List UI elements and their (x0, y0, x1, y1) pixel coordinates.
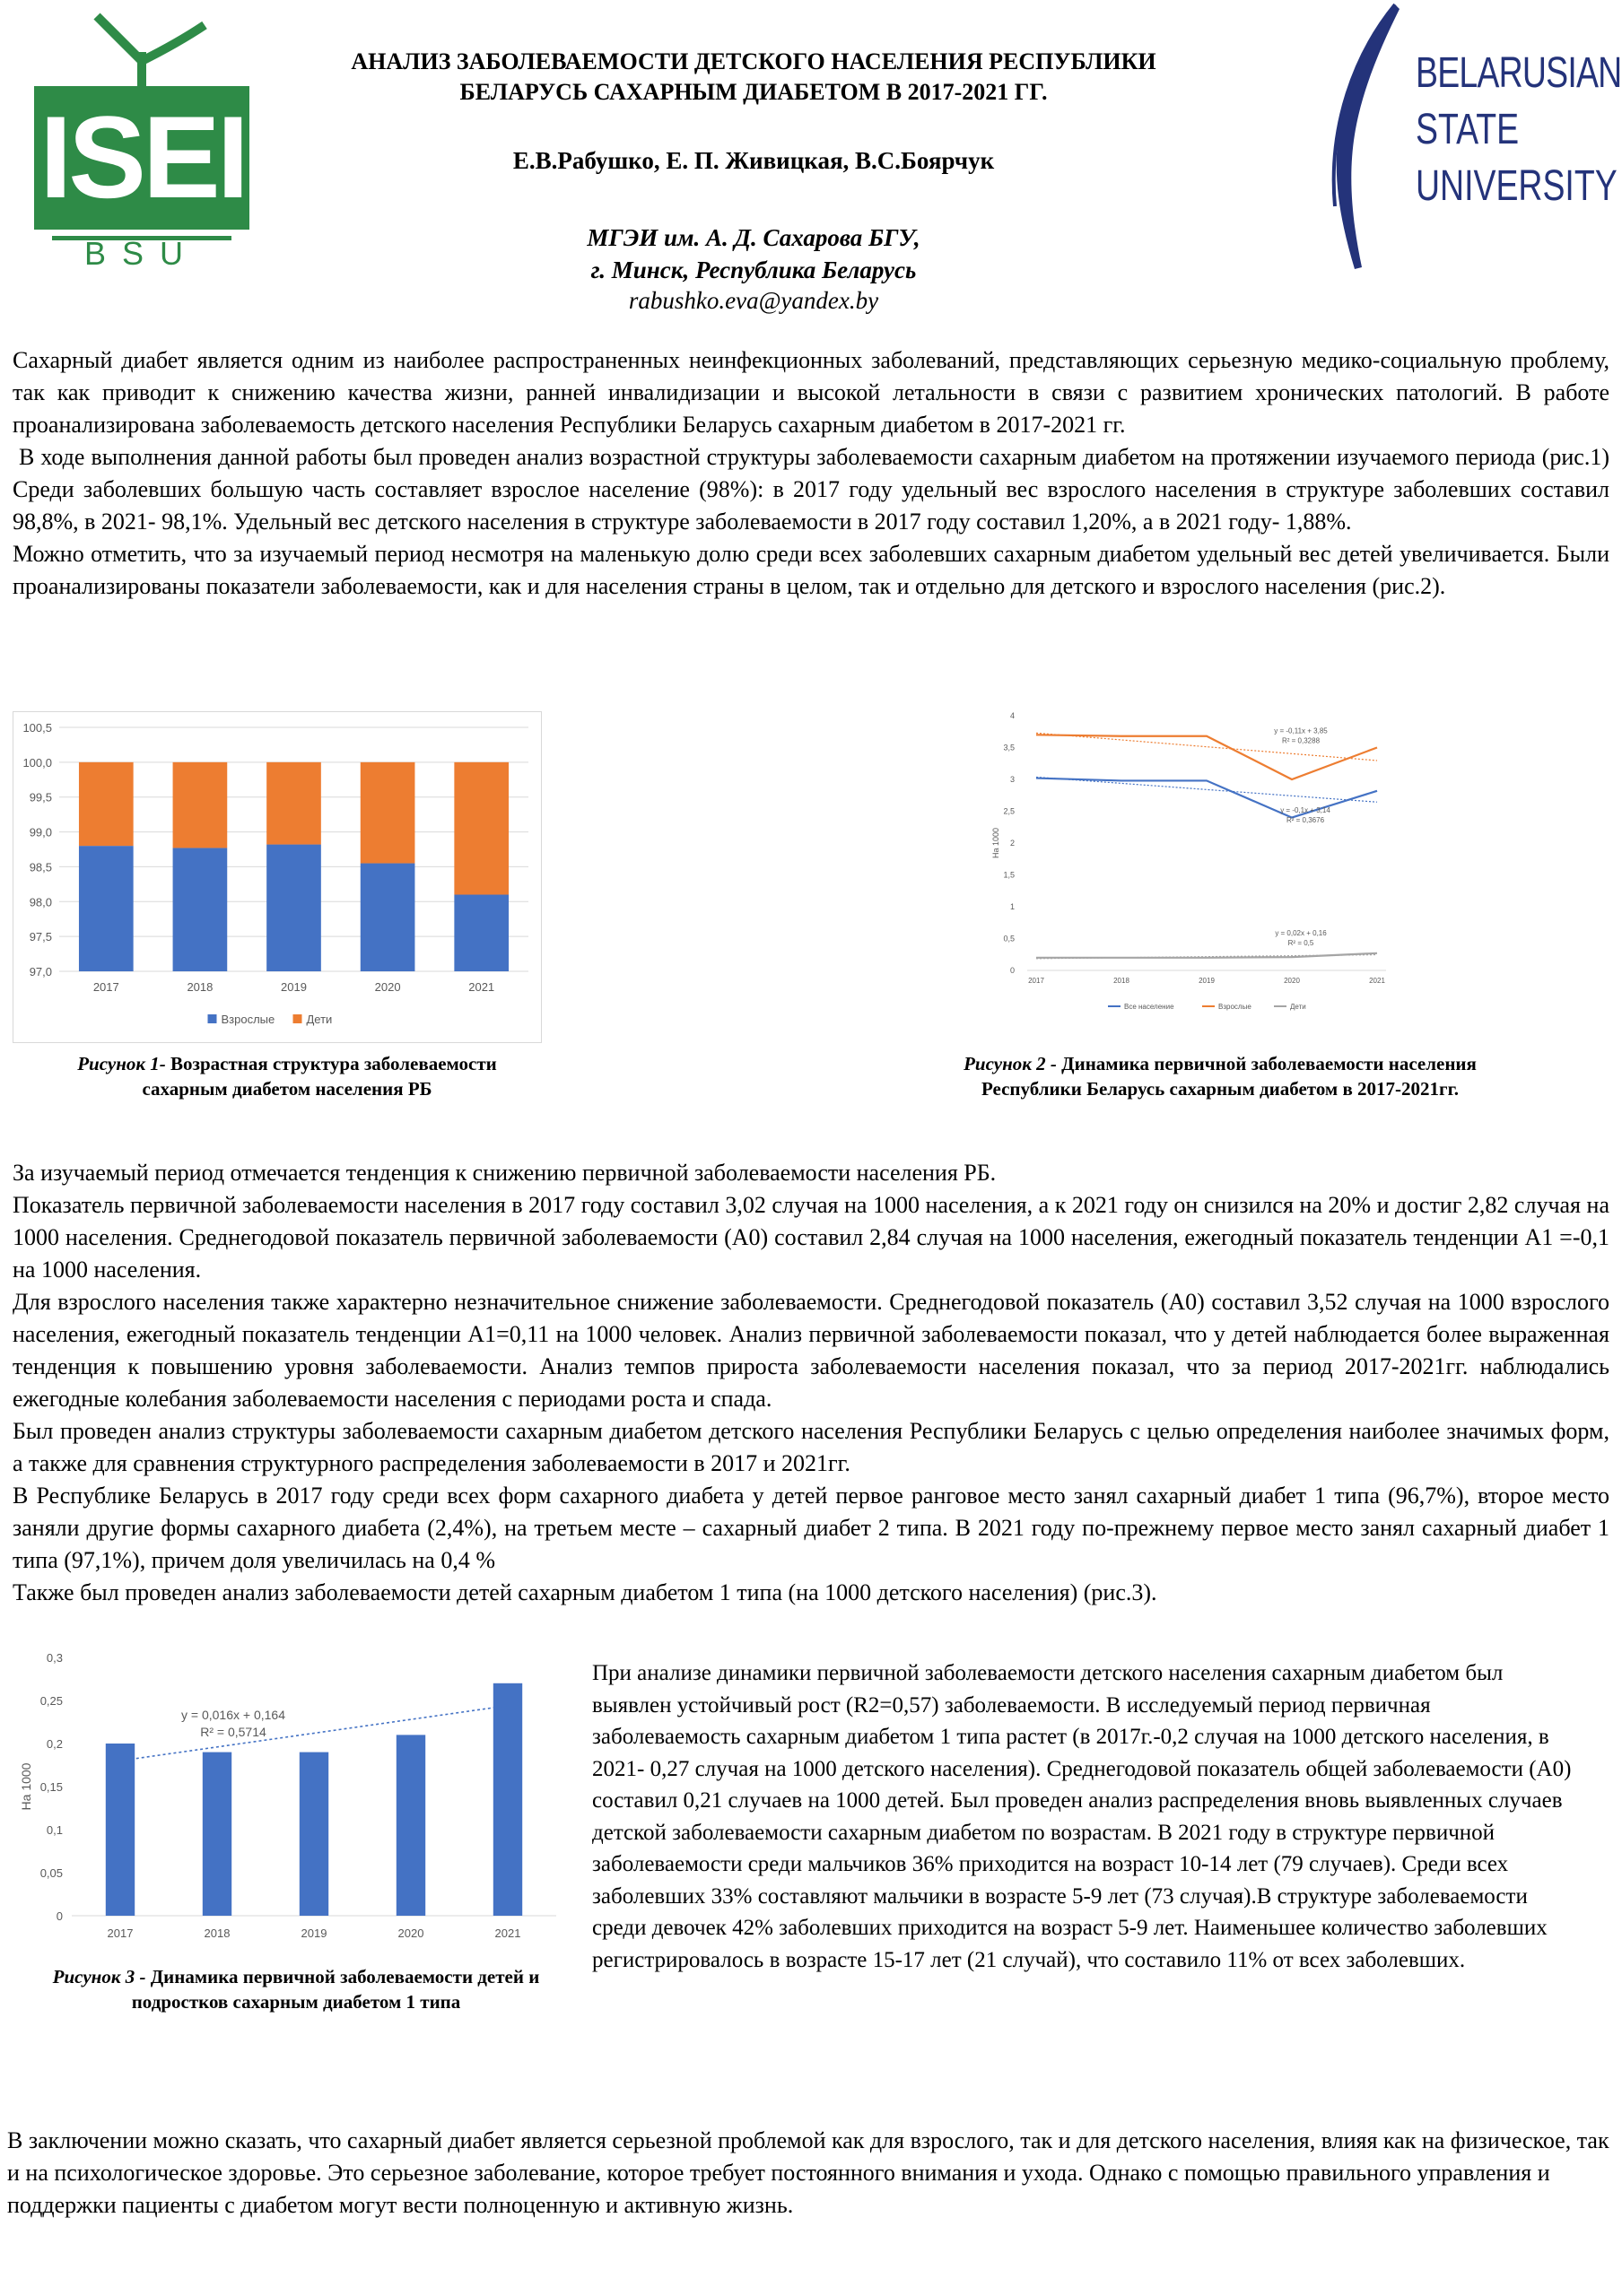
x-tick-label: 2018 (1113, 977, 1129, 985)
bar (300, 1752, 328, 1916)
y-tick-label: 3 (1009, 775, 1015, 784)
trend-r2: R² = 0,3288 (1281, 736, 1321, 745)
y-tick-label: 2,5 (1003, 806, 1015, 816)
body-paragraph-1: За изучаемый период отмечается тенденция к снижению первичной заболеваемости населения РБ. (13, 1160, 997, 1186)
y-axis-label: На 1000 (991, 827, 1000, 859)
legend-label: Дети (306, 1013, 333, 1026)
bar-adults (173, 848, 228, 971)
y-tick-label: 99,5 (29, 790, 52, 804)
x-tick-label: 2020 (1284, 977, 1300, 985)
trend-r2: R² = 0,3676 (1286, 815, 1325, 824)
isei-logo-letters: ISEI (39, 91, 246, 222)
body-paragraph-4: Был проведен анализ структуры заболеваемости сахарным диабетом детского населения Республики Беларусь с целью определения наиболее значимых форм, а также для сравнения структурного распределения заболеваемости в 2017 и 2021гг. (13, 1418, 1609, 1476)
legend-swatch (293, 1014, 302, 1023)
y-tick-label: 0 (56, 1909, 63, 1923)
x-tick-label: 2018 (187, 980, 214, 994)
figure-2-caption (951, 1051, 1489, 1101)
y-tick-label: 0,05 (39, 1866, 63, 1880)
x-tick-label: 2021 (1369, 977, 1385, 985)
email: rabushko.eva@yandex.by (628, 287, 879, 314)
x-tick-label: 2017 (1028, 977, 1044, 985)
figure-3-caption-text: Динамика первичной заболеваемости детей и подростков сахарным диабетом 1 типа (131, 1966, 540, 2013)
x-tick-label: 2021 (494, 1926, 521, 1940)
isei-logo-subtitle: BSU (83, 235, 200, 272)
y-tick-label: 98,5 (29, 860, 52, 874)
figure-2-caption-text: Динамика первичной заболеваемости населения Республики Беларусь сахарным диабетом в 2017-2021гг. (981, 1053, 1477, 1100)
series-line (1036, 953, 1377, 958)
figure-2-caption-prefix: Рисунок 2 - (964, 1053, 1057, 1074)
x-tick-label: 2021 (468, 980, 495, 994)
legend-label: Взрослые (1218, 1003, 1251, 1011)
x-tick-label: 2017 (92, 980, 119, 994)
figure-2-chart (991, 709, 1413, 1027)
y-tick-label: 1 (1009, 902, 1015, 911)
bsu-logo-line1: BELARUSIAN (1416, 49, 1622, 97)
y-tick-label: 99,0 (29, 825, 52, 839)
body-paragraph-2: Показатель первичной заболеваемости населения в 2017 году составил 3,02 случая на 1000 населения, а к 2021 году он снизился на 20% и достиг 2,82 случая на 1000 населения. Среднегодовой показатель первичной заболеваемости (А0) составил 2,84 случая на 1000 населения, ежегодный показатель тенденции А1 =-0,1 на 1000 населения. (13, 1192, 1609, 1283)
bar-children (173, 762, 228, 848)
x-tick-label: 2020 (374, 980, 401, 994)
affiliation-line1: МГЭИ им. А. Д. Сахарова БГУ, (587, 224, 920, 251)
y-tick-label: 0,15 (39, 1780, 63, 1794)
body-paragraph-3: Для взрослого населения также характерно незначительное снижение заболеваемости. Среднегодовой показатель (А0) составил 3,52 случая на 1000 взрослого населения, ежегодный показатель тенденции А1=0,11 на 1000 человек. Анализ первичной заболеваемости показал, что у детей наблюдается более выраженная тенденция к повышению уровня заболеваемости. Анализ темпов прироста заболеваемости населения показал, что за период 2017-2021гг. наблюдались ежегодные колебания заболеваемости населения с периодами роста и спада. (13, 1289, 1609, 1412)
bar-children (454, 762, 509, 895)
x-tick-label: 2019 (281, 980, 307, 994)
trend-equation: y = -0,11x + 3,85 (1274, 726, 1328, 735)
isei-logo (25, 7, 258, 272)
bar (493, 1683, 522, 1916)
bsu-logo-line2: STATE (1416, 106, 1520, 153)
bar-children (361, 762, 415, 864)
y-tick-label: 0,3 (46, 1651, 63, 1665)
y-tick-label: 0,1 (46, 1823, 63, 1837)
figure-1-chart (13, 711, 542, 1043)
bar-adults (79, 846, 134, 971)
x-tick-label: 2019 (1199, 977, 1215, 985)
y-tick-label: 3,5 (1003, 743, 1015, 752)
figure-1-caption-prefix: Рисунок 1- (77, 1053, 166, 1074)
trend-r2: R² = 0,5714 (200, 1725, 266, 1739)
y-tick-label: 97,5 (29, 930, 52, 944)
y-tick-label: 97,0 (29, 965, 52, 978)
legend-swatch (208, 1014, 217, 1023)
y-tick-label: 0,5 (1003, 934, 1015, 944)
bar (106, 1744, 135, 1916)
figure-3-chart (9, 1648, 570, 1971)
y-tick-label: 1,5 (1003, 870, 1015, 880)
y-tick-label: 4 (1009, 711, 1015, 720)
bsu-logo-line3: UNIVERSITY (1416, 162, 1618, 210)
y-tick-label: 100,5 (22, 721, 52, 735)
legend-label: Взрослые (221, 1013, 275, 1026)
trend-equation: y = 0,016x + 0,164 (181, 1708, 285, 1722)
y-tick-label: 0 (1009, 966, 1015, 975)
y-tick-label: 0,2 (46, 1737, 63, 1751)
page-title: АНАЛИЗ ЗАБОЛЕВАЕМОСТИ ДЕТСКОГО НАСЕЛЕНИЯ РЕСПУБЛИКИ БЕЛАРУСЬ САХАРНЫМ ДИАБЕТОМ В 2017-2021 ГГ. (351, 48, 1156, 105)
trend-equation: y = 0,02x + 0,16 (1275, 928, 1327, 937)
intro-paragraph-2: В ходе выполнения данной работы был проведен анализ возрастной структуры заболеваемости сахарным диабетом на протяжении изучаемого периода (рис.1) Среди заболевших большую часть составляет взрослое население (98%): в 2017 году удельный вес взрослого населения в структуре заболевших составил 98,8%, в 2021- 98,1%. Удельный вес детского населения в структуре заболеваемости в 2017 году составил 1,20%, а в 2021 году- 1,88%. (13, 444, 1616, 535)
quill-icon (1319, 0, 1408, 278)
bar (397, 1735, 425, 1916)
affiliation (350, 222, 1157, 286)
figure-3-discussion: При анализе динамики первичной заболеваемости детского населения сахарным диабетом был выявлен устойчивый рост (R2=0,57) заболеваемости. В исследуемый период первичная заболеваемость сахарным диабетом 1 типа растет (в 2017г.-0,2 случая на 1000 детского населения, в 2021- 0,27 случая на 1000 детского населения). Среднегодовой показатель общей заболеваемости (А0) составил 0,21 случаев на 1000 детей. Был проведен анализ распределения вновь выявленных случаев детской заболеваемости сахарным диабетом по возрастам. В 2021 году в структуре первичной заболеваемости среди мальчиков 36% приходится на возраст 10-14 лет (79 случаев). Среди всех заболевших 33% составляют мальчики в возрасте 5-9 лет (73 случая).В структуре заболеваемости среди девочек 42% заболевших приходится на возраст 5-9 лет. Наименьшее количество заболевших регистрировалось в возрасте 15-17 лет (21 случай), что составило 11% от всех заболевших. (592, 1661, 1572, 1972)
body-paragraph-5: В Республике Беларусь в 2017 году среди всех форм сахарного диабета у детей первое ранговое место занял сахарный диабет 1 типа (96,7%), второе место заняли другие формы сахарного диабета (2,4%), на третьем месте – сахарный диабет 2 типа. В 2021 году по-прежнему первое место занял сахарный диабет 1 типа (97,1%), причем доля увеличилась на 0,4 % (13, 1483, 1609, 1573)
figure-1-caption-text: Возрастная структура заболеваемости сахарным диабетом населения РБ (142, 1053, 497, 1100)
figure-1-caption (36, 1051, 538, 1101)
y-tick-label: 98,0 (29, 895, 52, 909)
legend-label: Все население (1124, 1003, 1174, 1011)
conclusion: В заключении можно сказать, что сахарный диабет является серьезной проблемой как для взрослого, так и для детского населения, влияя как на физическое, так и на психологическое здоровье. Это серьезное заболевание, которое требует постоянного внимания и ухода. Однако с помощью правильного управления и поддержки пациенты с диабетом могут вести полноценную и активную жизнь. (7, 2127, 1609, 2218)
bar (203, 1752, 231, 1916)
x-tick-label: 2017 (107, 1926, 134, 1940)
figure-3-caption-prefix: Рисунок 3 - (52, 1966, 146, 1987)
body-paragraph-6: Также был проведен анализ заболеваемости детей сахарным диабетом 1 типа (на 1000 детского населения) (рис.3). (13, 1579, 1157, 1605)
intro-paragraph-1: Сахарный диабет является одним из наиболее распространенных неинфекционных заболеваний, представляющих серьезную медико-социальную проблему, так как приводит к снижению качества жизни, ранней инвалидизации и высокой летальности в связи с развитием хронических патологий. В работе проанализирована заболеваемость детского населения Республики Беларусь сахарным диабетом в 2017-2021 гг. (13, 347, 1609, 438)
x-tick-label: 2020 (397, 1926, 424, 1940)
trend-equation: y = -0,1x + 3,14 (1280, 805, 1330, 814)
y-axis-label: На 1000 (19, 1762, 33, 1811)
y-tick-label: 2 (1009, 839, 1015, 848)
intro-paragraph-3: Можно отметить, что за изучаемый период несмотря на маленькую долю среди всех заболевших сахарным диабетом удельный вес детей увеличивается. Были проанализированы показатели заболеваемости, как и для населения страны в целом, так и отдельно для детского и взрослого населения (рис.2). (13, 541, 1609, 599)
x-tick-label: 2018 (204, 1926, 231, 1940)
bar-adults (266, 845, 321, 971)
x-tick-label: 2019 (301, 1926, 327, 1940)
series-line (1036, 735, 1377, 779)
figure-3-caption (9, 1964, 583, 2014)
bar-adults (361, 864, 415, 971)
trend-r2: R² = 0,5 (1287, 938, 1314, 947)
legend-label: Дети (1290, 1003, 1306, 1011)
affiliation-line2: г. Минск, Республика Беларусь (590, 257, 917, 283)
authors: Е.В.Рабушко, Е. П. Живицкая, В.С.Боярчук (512, 147, 995, 174)
bar-children (266, 762, 321, 845)
y-tick-label: 0,25 (39, 1694, 63, 1708)
bar-adults (454, 895, 509, 971)
bsu-logo (1319, 0, 1622, 278)
y-tick-label: 100,0 (22, 755, 52, 770)
body-section (13, 1157, 1609, 1609)
bar-children (79, 762, 134, 846)
intro-section (13, 344, 1616, 603)
